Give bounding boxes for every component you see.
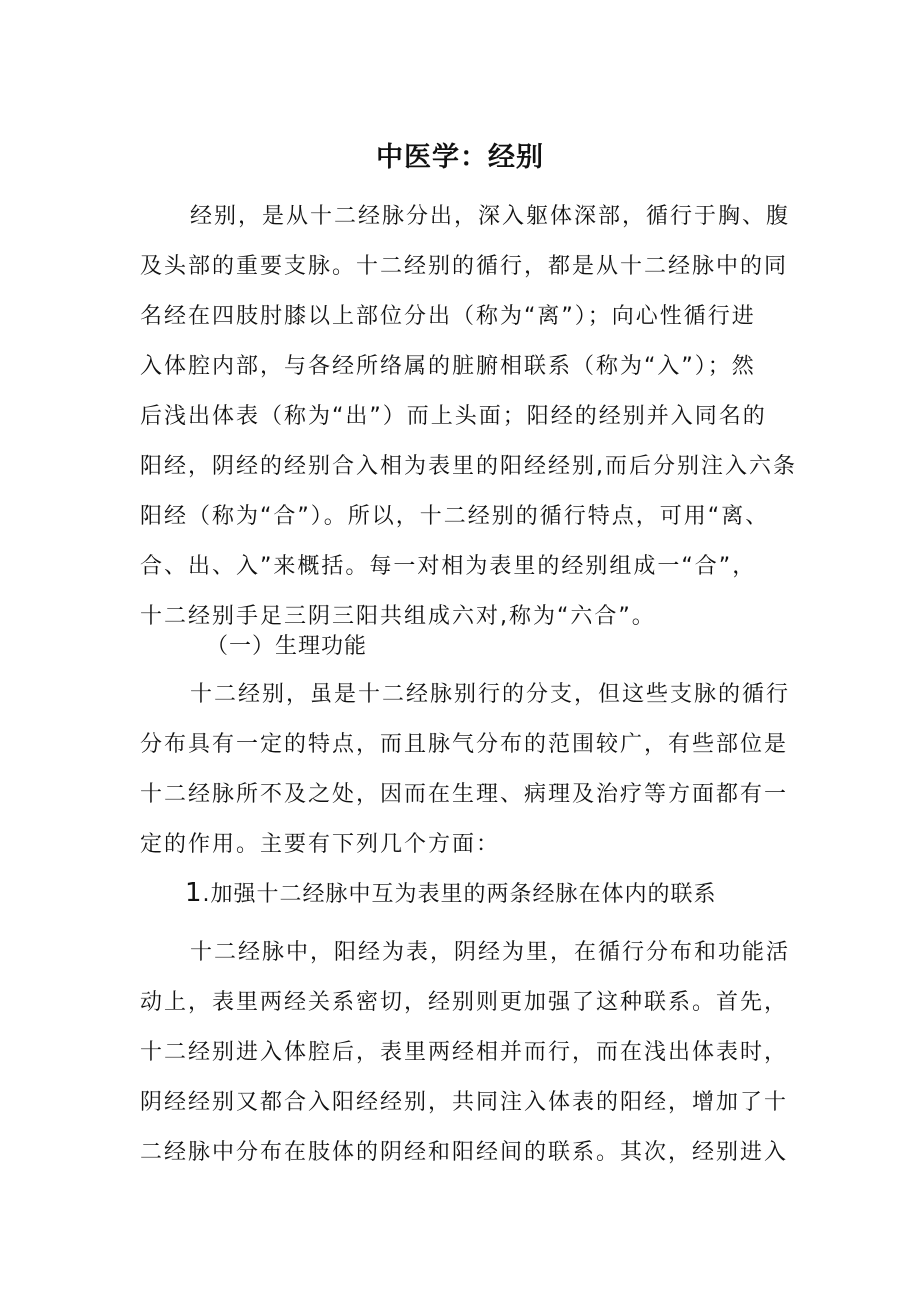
paragraph-intro (140, 192, 797, 642)
text-line: 二经脉中分布在肢体的阴经和阳经间的联系。其次，经别进入 (140, 1140, 789, 1165)
text-line: 十二经脉所不及之处，因而在生理、病理及治疗等方面都有一 (140, 782, 789, 807)
text-line: 后浅出体表（称为“出”）而上头面；阳经的经别并入同名的 (140, 404, 767, 429)
subheading-number: 1 (185, 878, 203, 908)
section-heading-text: （一）生理功能 (206, 634, 368, 659)
text-line: 十二经别进入体腔后，表里两经相并而行，而在浅出体表时， (140, 1040, 789, 1065)
text-line: 及头部的重要支脉。十二经别的循行，都是从十二经脉中的同 (140, 254, 789, 279)
text-line: 定的作用。主要有下列几个方面： (140, 832, 501, 857)
paragraph-function (140, 670, 790, 870)
text-line: 合、出、入”来概括。每一对相为表里的经别组成一“合”， (140, 554, 757, 579)
text-line: 阳经（称为“合”）。所以，十二经别的循行特点，可用“离、 (140, 504, 770, 529)
text-line: 动上，表里两经关系密切，经别则更加强了这种联系。首先， (140, 990, 789, 1015)
subheading (140, 868, 790, 918)
text-line: 阴经经别又都合入阳经经别，共同注入体表的阳经，增加了十 (140, 1090, 789, 1115)
paragraph-connection (140, 928, 790, 1178)
text-line: 分布具有一定的特点，而且脉气分布的范围较广，有些部位是 (140, 732, 789, 757)
text-line: 名经在四肢肘膝以上部位分出（称为“离”）；向心性循行进 (140, 304, 756, 329)
section-heading (140, 622, 790, 672)
text-line: 阳经，阴经的经别合入相为表里的阳经经别,而后分别注入六条 (140, 454, 797, 479)
page-title: 中医学：经别 (376, 142, 544, 173)
text-line: 十二经别手足三阴三阳共组成六对,称为“六合”。 (140, 604, 656, 629)
text-line: 十二经别，虽是十二经脉别行的分支，但这些支脉的循行 (190, 682, 791, 707)
text-line: 十二经脉中，阳经为表，阴经为里，在循行分布和功能活 (190, 940, 791, 965)
text-line: 经别，是从十二经脉分出，深入躯体深部，循行于胸、腹 (190, 204, 791, 229)
subheading-text: .加强十二经脉中互为表里的两条经脉在体内的联系 (202, 882, 717, 907)
text-line: 入体腔内部，与各经所络属的脏腑相联系（称为“入”）；然 (140, 354, 756, 379)
subheading-line (140, 868, 790, 918)
